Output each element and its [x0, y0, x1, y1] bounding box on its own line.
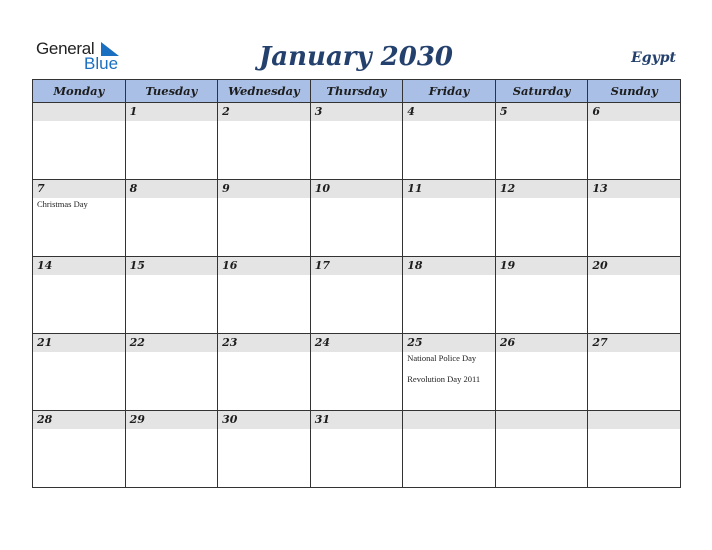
day-number: 14 [33, 257, 125, 275]
day-cell[interactable] [495, 180, 588, 257]
day-number: 28 [33, 411, 125, 429]
logo-word-blue: Blue [84, 54, 119, 73]
day-events [126, 275, 218, 276]
day-events [403, 275, 495, 276]
day-events [33, 352, 125, 353]
week-row [33, 334, 681, 411]
weekday-header-thursday: Thursday [310, 80, 403, 103]
day-events [403, 198, 495, 199]
day-cell[interactable] [218, 334, 311, 411]
week-row [33, 411, 681, 488]
day-cell[interactable] [403, 180, 496, 257]
day-events [496, 429, 588, 430]
month-title: January 2030 [258, 42, 454, 72]
day-events [311, 352, 403, 353]
weekday-header-friday: Friday [403, 80, 496, 103]
day-number [588, 411, 680, 429]
day-cell[interactable] [218, 257, 311, 334]
day-number: 16 [218, 257, 310, 275]
day-number: 29 [126, 411, 218, 429]
day-cell[interactable] [310, 334, 403, 411]
weekday-header-wednesday: Wednesday [218, 80, 311, 103]
day-cell[interactable] [218, 103, 311, 180]
day-number: 11 [403, 180, 495, 198]
day-cell[interactable] [33, 411, 126, 488]
day-cell[interactable] [218, 411, 311, 488]
day-events [311, 198, 403, 199]
day-cell[interactable] [588, 257, 681, 334]
day-events [496, 275, 588, 276]
day-cell[interactable] [588, 103, 681, 180]
day-cell[interactable] [403, 334, 496, 411]
holiday-event: National Police Day [407, 353, 477, 363]
day-cell[interactable] [125, 411, 218, 488]
day-events [403, 121, 495, 122]
day-events [311, 121, 403, 122]
day-events [126, 352, 218, 353]
day-events [218, 352, 310, 353]
day-number: 3 [311, 103, 403, 121]
day-cell[interactable] [403, 257, 496, 334]
day-number: 12 [496, 180, 588, 198]
weekday-header-monday: Monday [33, 80, 126, 103]
day-number: 30 [218, 411, 310, 429]
holiday-event: Christmas Day [37, 199, 88, 209]
day-events [588, 275, 680, 276]
day-cell[interactable] [495, 257, 588, 334]
country-label: Egypt [631, 50, 676, 66]
day-cell[interactable] [125, 180, 218, 257]
day-cell[interactable] [310, 180, 403, 257]
day-cell[interactable] [495, 334, 588, 411]
day-cell[interactable] [125, 257, 218, 334]
day-number: 26 [496, 334, 588, 352]
day-cell[interactable] [218, 180, 311, 257]
day-events [588, 352, 680, 353]
day-number: 18 [403, 257, 495, 275]
day-number: 9 [218, 180, 310, 198]
day-number: 7 [33, 180, 125, 198]
day-cell[interactable] [33, 257, 126, 334]
day-events [496, 352, 588, 353]
day-number: 10 [311, 180, 403, 198]
day-events [33, 198, 125, 210]
day-events [218, 429, 310, 430]
day-number: 1 [126, 103, 218, 121]
day-number: 27 [588, 334, 680, 352]
day-events [588, 198, 680, 199]
week-row [33, 257, 681, 334]
day-cell[interactable] [33, 180, 126, 257]
day-number [33, 103, 125, 121]
day-events [33, 121, 125, 122]
week-row [33, 180, 681, 257]
day-number: 6 [588, 103, 680, 121]
day-number: 24 [311, 334, 403, 352]
day-cell[interactable] [310, 103, 403, 180]
weekday-header-sunday: Sunday [588, 80, 681, 103]
day-events [126, 198, 218, 199]
day-events [311, 429, 403, 430]
day-events [403, 429, 495, 430]
day-number: 5 [496, 103, 588, 121]
day-events [33, 275, 125, 276]
day-number: 4 [403, 103, 495, 121]
day-number: 2 [218, 103, 310, 121]
day-number: 25 [403, 334, 495, 352]
day-cell[interactable] [33, 334, 126, 411]
day-number: 8 [126, 180, 218, 198]
day-events [33, 429, 125, 430]
logo-word-general: General [36, 39, 95, 58]
day-number: 22 [126, 334, 218, 352]
day-cell[interactable] [33, 103, 126, 180]
day-events [403, 352, 495, 385]
day-number [403, 411, 495, 429]
weekday-header-tuesday: Tuesday [125, 80, 218, 103]
day-number [496, 411, 588, 429]
day-number: 23 [218, 334, 310, 352]
day-cell[interactable] [588, 334, 681, 411]
day-cell[interactable] [403, 103, 496, 180]
day-number: 20 [588, 257, 680, 275]
day-events [496, 198, 588, 199]
day-number: 19 [496, 257, 588, 275]
day-cell[interactable] [588, 180, 681, 257]
day-events [218, 198, 310, 199]
day-number: 21 [33, 334, 125, 352]
day-cell[interactable] [403, 411, 496, 488]
weekday-header-row [33, 80, 681, 103]
holiday-event: Revolution Day 2011 [407, 374, 481, 384]
day-events [588, 121, 680, 122]
day-events [311, 275, 403, 276]
day-cell[interactable] [125, 334, 218, 411]
day-cell[interactable] [588, 411, 681, 488]
day-number: 17 [311, 257, 403, 275]
day-cell[interactable] [495, 411, 588, 488]
day-cell[interactable] [310, 257, 403, 334]
week-row [33, 103, 681, 180]
day-events [496, 121, 588, 122]
day-cell[interactable] [310, 411, 403, 488]
day-number: 13 [588, 180, 680, 198]
day-events [126, 121, 218, 122]
day-number: 15 [126, 257, 218, 275]
day-events [126, 429, 218, 430]
day-events [218, 275, 310, 276]
weekday-header-saturday: Saturday [495, 80, 588, 103]
day-events [588, 429, 680, 430]
day-cell[interactable] [125, 103, 218, 180]
day-number: 31 [311, 411, 403, 429]
day-cell[interactable] [495, 103, 588, 180]
day-events [218, 121, 310, 122]
calendar-grid [32, 79, 681, 488]
